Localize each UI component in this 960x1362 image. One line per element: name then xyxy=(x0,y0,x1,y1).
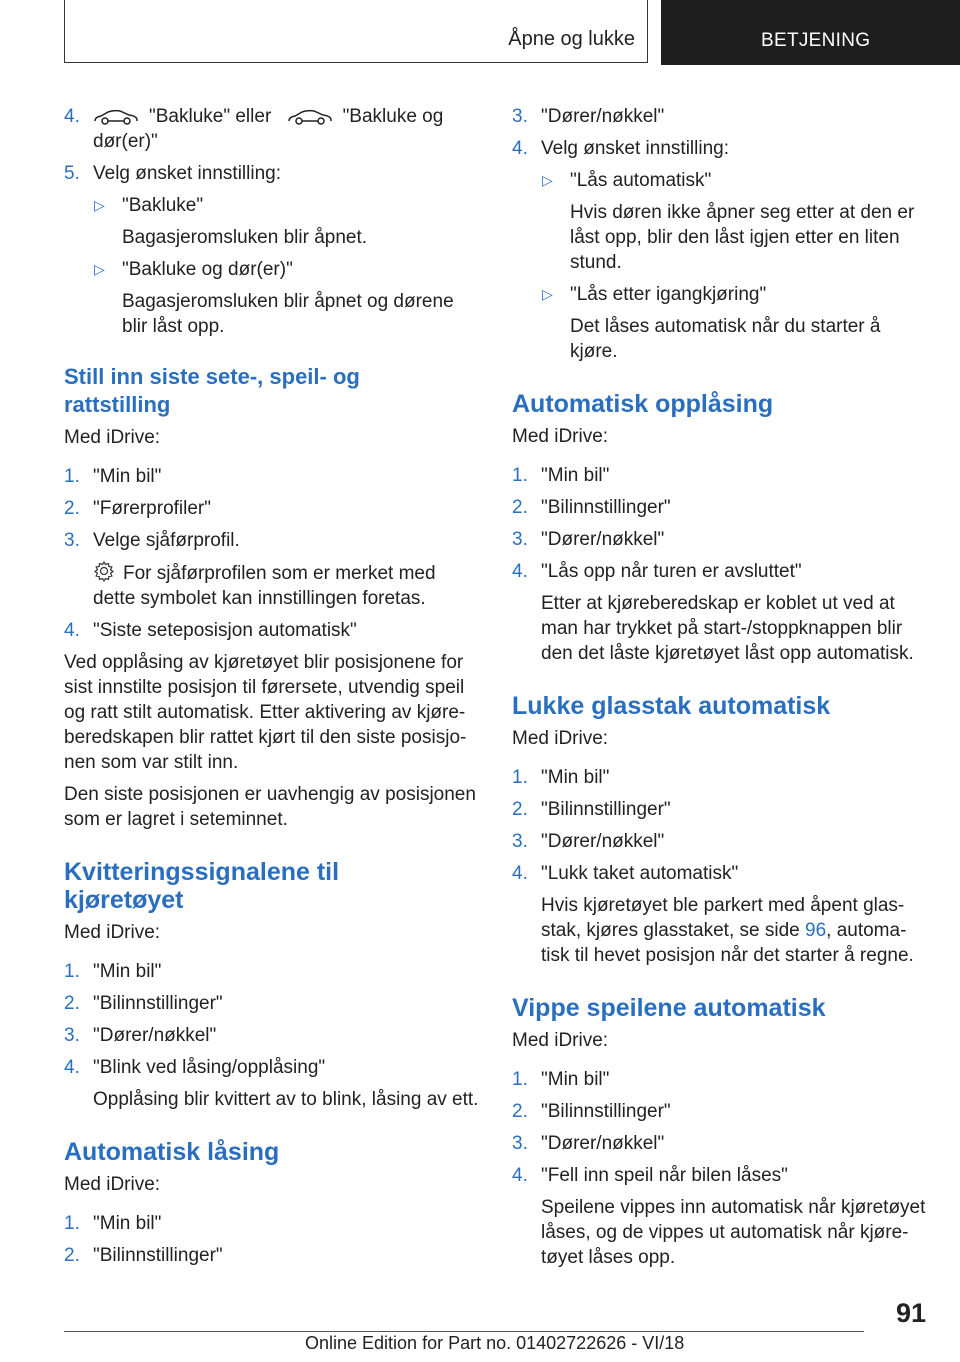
list-item: 4. "Siste seteposisjon automatisk" xyxy=(64,620,357,641)
list-item: 1. "Min bil" xyxy=(512,1069,610,1090)
list-item: 4. "Bakluke" eller "Bakluke og dør(er)" xyxy=(64,106,444,152)
triangle-bullet-icon: ▷ xyxy=(94,261,105,277)
footer-divider xyxy=(64,1331,864,1332)
list-item: 1. "Min bil" xyxy=(512,465,610,486)
list-item: 3. "Dører/nøkkel" xyxy=(512,1133,665,1154)
sub-item: ▷ "Bakluke" xyxy=(94,195,204,216)
list-item: 2. "Bilinnstillinger" xyxy=(512,497,671,518)
right-column: 3. "Dører/nøkkel" 4. Velg ønsket innstilling: ▷ "Lås automatisk" Hvis døren ikke åpner seg etter at den er låst opp, blir den låst igjen etter en liten stund. ▷ "Lås etter igangkjøring" Det låses automatisk når du starter å kjøre. Automatisk opplåsing Med iDrive: 1. "Min bil" 2. "Bilinnstillinger" 3. "Dører/nøkkel" 4. "Lås opp når turen er avsluttet" Etter at kjøreberedskap er koblet ut ved at man har trykket på start-/stoppknappen blir den det låste kjøretøyet låst opp automatisk. Lukke glasstak automatisk Med iDrive: 1. "Min bil" 2. "Bilinnstillinger" 3. "Dører/nøkkel" 4. "Lukk taket automatisk" Hvis kjøretøyet ble parkert med åpent glas- stak, kjøres glasstaket, se side 96, automa- tisk til hevet posisjon når det starter å regne. Vippe speilene automatisk Med iDrive: 1. "Min bil" 2. "Bilinnstillinger" 3. "Dører/nøkkel" 4. "Fell inn speil når bilen låses" Speilene vippes inn automatisk når kjøretøyet låses, og de vippes ut automatisk når kjøre- tøyet låses opp. xyxy=(512,100,932,1270)
page-number: 91 xyxy=(895,1298,926,1328)
section-title: Åpne og lukke xyxy=(508,28,635,50)
sub-item: ▷ "Lås automatisk" xyxy=(542,170,712,191)
section-heading: Automatisk låsing xyxy=(64,1138,280,1166)
list-item: 2. "Bilinnstillinger" xyxy=(512,1101,671,1122)
section-heading: Automatisk opplåsing xyxy=(512,390,774,418)
triangle-bullet-icon: ▷ xyxy=(94,197,105,213)
header-frame xyxy=(64,0,648,63)
sub-item: ▷ "Bakluke og dør(er)" xyxy=(94,259,293,280)
list-item: 4. "Blink ved låsing/opplåsing" xyxy=(64,1057,326,1078)
car-trunk-icon xyxy=(93,109,139,125)
list-item: 4. Velg ønsket innstilling: xyxy=(512,138,729,159)
list-item: 2. "Bilinnstillinger" xyxy=(64,993,223,1014)
list-item: 3. "Dører/nøkkel" xyxy=(512,106,665,127)
list-item: 3. "Dører/nøkkel" xyxy=(512,529,665,550)
list-item: 2. "Bilinnstillinger" xyxy=(512,799,671,820)
list-item: 1. "Min bil" xyxy=(512,767,610,788)
section-heading: Kvitteringssignalene til kjøretøyet xyxy=(64,858,340,914)
list-item: 2. "Førerprofiler" xyxy=(64,498,211,519)
section-heading: Still inn siste sete-, speil- og rattstilling xyxy=(64,364,360,417)
paragraph: Den siste posisjonen er uavhengig av posisjonen som er lagret i seteminnet. xyxy=(64,784,476,830)
triangle-bullet-icon: ▷ xyxy=(542,286,553,302)
list-item: 3. "Dører/nøkkel" xyxy=(512,831,665,852)
list-item: 1. "Min bil" xyxy=(64,466,162,487)
paragraph: Ved opplåsing av kjøretøyet blir posisjonene for sist innstilte posisjon til førersete, utvendig speil og ratt stilt automatisk. Etter aktivering av kjøre- beredskapen blir rattet kjørt til den siste posisjo- nen som var stilt inn. xyxy=(64,652,467,773)
list-item: 5. Velg ønsket innstilling: xyxy=(64,163,281,184)
triangle-bullet-icon: ▷ xyxy=(542,172,553,188)
gear-icon xyxy=(93,560,115,582)
list-item: 1. "Min bil" xyxy=(64,1213,162,1234)
section-heading: Lukke glasstak automatisk xyxy=(512,692,831,720)
edition-footer: Online Edition for Part no. 01402722626 - VI/18 xyxy=(305,1333,685,1353)
left-column: 4. "Bakluke" eller "Bakluke og dør(er)" 5. Velg ønsket innstilling: ▷ "Bakluke" Bagasjeromsluken blir åpnet. ▷ "Bakluke og dør(er)" Bagasjeromsluken blir åpnet og dørene blir låst opp. Still inn siste sete-, speil- og rattstilling Med iDrive: 1. "Min bil" 2. "Førerprofiler" 3. Velge sjåførprofil. For sjåførprofilen som er merket med dette symbolet kan innstillingen foretas. 4. "Siste seteposisjon automatisk" Ved opplåsing av kjøretøyet blir posisjonene for sist innstilte posisjon til førersete, utvendig speil og ratt stilt automatisk. Etter aktivering av kjøre- beredskapen blir rattet kjørt til den siste posisjo- nen som var stilt inn. Den siste posisjonen er uavhengig av posisjonen som er lagret i seteminnet. Kvitteringssignalene til kjøretøyet Med iDrive: 1. "Min bil" 2. "Bilinnstillinger" 3. "Dører/nøkkel" 4. "Blink ved låsing/opplåsing" Opplåsing blir kvittert av to blink, låsing av ett. Automatisk låsing Med iDrive: 1. "Min bil" 2. "Bilinnstillinger" xyxy=(64,100,484,1268)
list-item: 4. "Lukk taket automatisk" xyxy=(512,863,739,884)
chapter-tab-label: BETJENING xyxy=(761,30,871,51)
section-heading: Vippe speilene automatisk xyxy=(512,994,826,1022)
list-item: 2. "Bilinnstillinger" xyxy=(64,1245,223,1266)
car-trunk-doors-icon xyxy=(287,109,333,125)
list-item: 4. "Lås opp når turen er avsluttet" xyxy=(512,561,802,582)
sub-item: ▷ "Lås etter igangkjøring" xyxy=(542,284,767,305)
page-reference-link[interactable]: 96 xyxy=(805,920,827,941)
list-item: 4. "Fell inn speil når bilen låses" xyxy=(512,1165,788,1186)
list-item: 3. Velge sjåførprofil. xyxy=(64,530,240,551)
chapter-tab xyxy=(661,0,960,65)
list-item: 1. "Min bil" xyxy=(64,961,162,982)
list-item: 3. "Dører/nøkkel" xyxy=(64,1025,217,1046)
